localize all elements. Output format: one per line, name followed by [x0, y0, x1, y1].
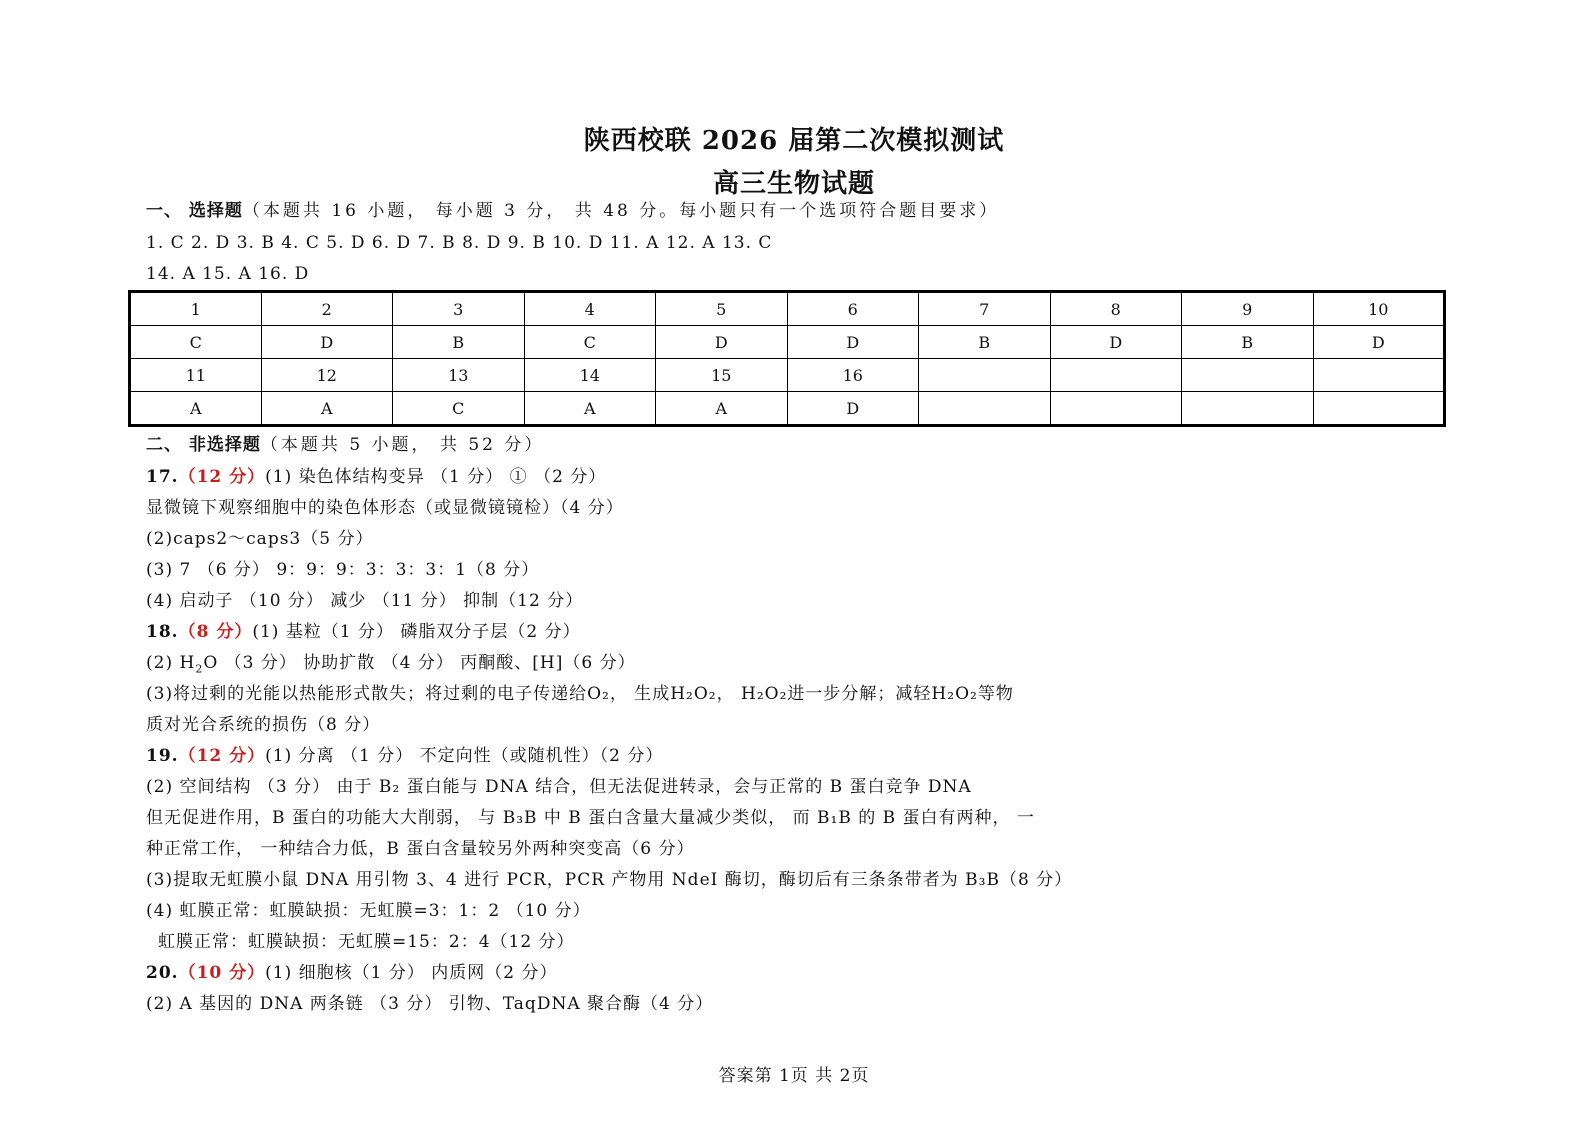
q20-part1: (1) 细胞核（1 分） 内质网（2 分）: [265, 963, 558, 983]
answer-table-cell: B: [1182, 326, 1314, 359]
q19-part2-cont1: 但无促进作用，B 蛋白的功能大大削弱， 与 B₃B 中 B 蛋白含量大量减少类似， 而 B₁B 的 B 蛋白有两种， 一: [146, 808, 1035, 828]
section2-note: （本题共 5 小题， 共 52 分）: [260, 435, 545, 455]
answer-table-cell: B: [393, 326, 525, 359]
answer-table-cell: 4: [524, 292, 656, 326]
answer-table-cell: A: [261, 392, 393, 426]
answer-table-cell: 7: [919, 292, 1051, 326]
q19-number: 19.: [146, 746, 179, 766]
answer-table-cell: 6: [787, 292, 919, 326]
answer-table-cell: 15: [656, 359, 788, 392]
q19-score: （12 分）: [178, 746, 266, 766]
exam-subtitle: 高三生物试题: [712, 169, 875, 199]
answer-table-cell: D: [656, 326, 788, 359]
q17-part4: (4) 启动子 （10 分） 减少 （11 分） 抑制（12 分）: [146, 591, 584, 611]
q20-part2: (2) A 基因的 DNA 两条链 （3 分） 引物、TaqDNA 聚合酶（4 分）: [146, 994, 714, 1014]
q18-number: 18.: [146, 622, 179, 642]
page-footer: 答案第 1页 共 2页: [718, 1066, 870, 1086]
answer-table-cell: B: [919, 326, 1051, 359]
answer-table-cell: 16: [787, 359, 919, 392]
answer-table-cell: 1: [130, 292, 262, 326]
answer-table-cell: 14: [524, 359, 656, 392]
section1-heading: 一、 选择题: [146, 201, 243, 221]
mcq-answers-line1: 1. C 2. D 3. B 4. C 5. D 6. D 7. B 8. D 9. B 10. D 11. A 12. A 13. C: [146, 233, 773, 253]
answer-table-cell: D: [787, 326, 919, 359]
answer-table-cell: C: [393, 392, 525, 426]
q18-part1: (1) 基粒（1 分） 磷脂双分子层（2 分）: [252, 622, 581, 642]
q18-score: （8 分）: [178, 622, 253, 642]
section1-heading-line: [146, 196, 999, 221]
section1-note: （本题共 16 小题， 每小题 3 分， 共 48 分。每小题只有一个选项符合题目要求）: [242, 201, 1000, 221]
q17-part2: (2)caps2～caps3（5 分）: [146, 529, 374, 549]
q20-score: （10 分）: [178, 963, 266, 983]
answer-table-row: [130, 326, 1445, 359]
q18-line1: [146, 617, 581, 642]
answer-table-cell: [919, 392, 1051, 426]
q17-part3: (3) 7 （6 分） 9：9：9：3：3：3：1（8 分）: [146, 560, 540, 580]
q18-part3: (3)将过剩的光能以热能形式散失；将过剩的电子传递给O₂， 生成H₂O₂， H₂O₂进一步分解；减轻H₂O₂等物: [146, 684, 1014, 704]
answer-table-cell: [1182, 392, 1314, 426]
q17-part1-cont: 显微镜下观察细胞中的染色体形态（或显微镜镜检）（4 分）: [146, 498, 624, 518]
exam-title: 陕西校联 2026 届第二次模拟测试: [583, 126, 1005, 156]
answer-table-cell: [1050, 359, 1182, 392]
answer-table-cell: 3: [393, 292, 525, 326]
answer-table-cell: D: [1050, 326, 1182, 359]
answer-table-row: [130, 392, 1445, 426]
answer-table: [128, 290, 1446, 427]
q19-part3: (3)提取无虹膜小鼠 DNA 用引物 3、4 进行 PCR，PCR 产物用 NdeI 酶切，酶切后有三条条带者为 B₃B（8 分）: [146, 870, 1073, 890]
answer-table-cell: A: [130, 392, 262, 426]
answer-table-cell: 2: [261, 292, 393, 326]
answer-table-cell: D: [261, 326, 393, 359]
q19-part1: (1) 分离 （1 分） 不定向性（或随机性）（2 分）: [265, 746, 664, 766]
answer-table-cell: [1050, 392, 1182, 426]
section2-heading-line: [146, 430, 544, 455]
answer-table-cell: D: [1313, 326, 1445, 359]
q17-number: 17.: [146, 467, 179, 487]
answer-table-cell: 8: [1050, 292, 1182, 326]
answer-table-cell: 11: [130, 359, 262, 392]
answer-table-cell: [1313, 359, 1445, 392]
answer-table-cell: 10: [1313, 292, 1445, 326]
answer-table-row: [130, 359, 1445, 392]
answer-table-cell: C: [524, 326, 656, 359]
answer-table-cell: 12: [261, 359, 393, 392]
mcq-answers-line2: 14. A 15. A 16. D: [146, 264, 310, 284]
answer-table-cell: [1313, 392, 1445, 426]
q19-line1: [146, 741, 663, 766]
q19-part4: (4) 虹膜正常：虹膜缺损：无虹膜=3：1：2 （10 分）: [146, 901, 591, 921]
q19-part4-cont: 虹膜正常：虹膜缺损：无虹膜=15：2：4（12 分）: [158, 932, 575, 952]
answer-table-cell: [1182, 359, 1314, 392]
q18-part3-cont: 质对光合系统的损伤（8 分）: [146, 715, 381, 735]
answer-table-cell: A: [656, 392, 788, 426]
q17-part1: (1) 染色体结构变异 （1 分） ① （2 分）: [265, 467, 607, 487]
answer-table-cell: [919, 359, 1051, 392]
answer-table-cell: A: [524, 392, 656, 426]
answer-table-row: [130, 292, 1445, 326]
q17-line1: [146, 462, 606, 487]
q20-number: 20.: [146, 963, 179, 983]
q19-part2: (2) 空间结构 （3 分） 由于 B₂ 蛋白能与 DNA 结合，但无法促进转录，会与正常的 B 蛋白竞争 DNA: [146, 777, 972, 797]
answer-table-cell: 13: [393, 359, 525, 392]
answer-table-cell: D: [787, 392, 919, 426]
q20-line1: [146, 958, 557, 983]
q17-score: （12 分）: [178, 467, 266, 487]
section2-heading: 二、 非选择题: [146, 435, 261, 455]
q18-part2: (2) $H_2O$ （3 分） 协助扩散 （4 分） 丙酮酸、[H]（6 分）: [146, 653, 636, 676]
answer-table-cell: 5: [656, 292, 788, 326]
answer-table-cell: C: [130, 326, 262, 359]
answer-table-cell: 9: [1182, 292, 1314, 326]
q19-part2-cont2: 种正常工作， 一种结合力低，B 蛋白含量较另外两种突变高（6 分）: [146, 839, 695, 859]
